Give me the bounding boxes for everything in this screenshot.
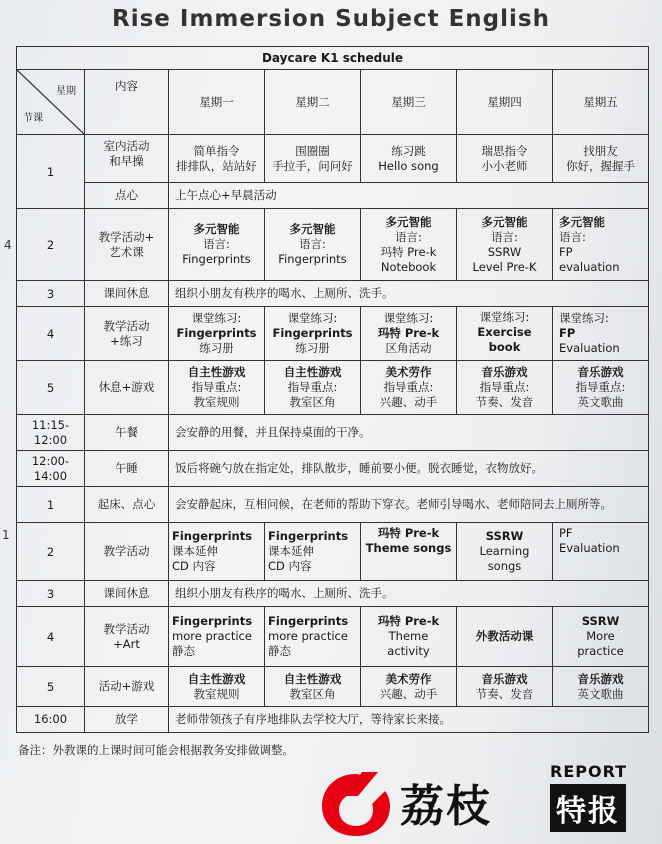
- cell-line: 课堂练习:: [191, 311, 242, 325]
- cell-line: practice: [577, 644, 624, 658]
- cell-line: 教室规则: [193, 686, 240, 701]
- day-header: 星期四: [457, 70, 553, 135]
- day-cell: [553, 607, 649, 667]
- cell-line: 多元智能: [289, 222, 336, 236]
- margin-mark: 1: [2, 528, 10, 542]
- cell-line: 课堂练习:: [479, 310, 530, 324]
- day-cell: [361, 361, 457, 415]
- period-cell: 4: [17, 307, 85, 361]
- content-header: 内容: [85, 70, 169, 135]
- content-cell: 课间休息: [85, 281, 169, 307]
- cell-line: 小小老师: [481, 158, 528, 173]
- cell-line: 简单指令: [193, 143, 240, 158]
- cell-line: 语言:: [491, 229, 518, 244]
- table-row: [17, 667, 649, 707]
- cell-line: 课堂练习:: [287, 311, 338, 325]
- cell-line: 区角活动: [385, 341, 432, 355]
- cell-line: Fingerprints: [268, 529, 349, 543]
- time-cell: 16:00: [17, 707, 85, 733]
- day-cell: [361, 667, 457, 707]
- day-header: 星期三: [361, 70, 457, 135]
- day-cell: [361, 523, 457, 581]
- day-cell: [169, 209, 265, 281]
- wide-cell: 饭后将碗勺放在指定处，排队散步，睡前要小便。脱衣睡觉，衣物放好。: [169, 451, 649, 487]
- period-cell: 2: [17, 209, 85, 281]
- cell-line: 兴趣、动手: [379, 686, 438, 701]
- cell-line: Evaluation: [559, 541, 620, 555]
- day-cell: [361, 307, 457, 361]
- content-line: 和早操: [109, 154, 144, 168]
- cell-line: 美术劳作: [385, 365, 432, 379]
- day-cell: [553, 209, 649, 281]
- content-line: 室内活动: [103, 139, 150, 153]
- day-cell: [457, 307, 553, 361]
- period-cell: 5: [17, 667, 85, 707]
- brand-report: REPORT: [550, 762, 628, 781]
- cell-line: SSRW: [485, 529, 524, 543]
- table-row: [17, 451, 649, 487]
- brand-name: 荔枝: [400, 781, 492, 832]
- content-cell: [85, 307, 169, 361]
- day-cell: [553, 307, 649, 361]
- cell-line: Fingerprints: [176, 326, 257, 340]
- cell-line: 多元智能: [481, 214, 528, 229]
- day-cell: 外教活动课: [457, 607, 553, 667]
- cell-line: 找朋友: [583, 143, 618, 158]
- day-header: 星期二: [265, 70, 361, 135]
- cell-line: 课堂练习:: [559, 311, 609, 325]
- period-cell: 4: [17, 607, 85, 667]
- day-cell: [265, 135, 361, 183]
- cell-line: Fingerprints: [268, 614, 349, 628]
- cell-line: 音乐游戏: [577, 365, 624, 379]
- content-line: +Art: [113, 636, 140, 651]
- cell-line: 静态: [172, 644, 195, 658]
- cell-line: 音乐游戏: [577, 671, 624, 686]
- footnote: 备注：外教课的上课时间可能会根据教务安排做调整。: [18, 743, 294, 757]
- cell-line: 教室规则: [193, 395, 240, 409]
- table-row: [17, 607, 649, 667]
- cell-line: 玛特 Pre-k: [377, 526, 440, 540]
- table-row: [17, 707, 649, 733]
- cell-line: 音乐游戏: [481, 365, 528, 379]
- period-cell: 1: [17, 487, 85, 523]
- margin-mark: 4: [4, 238, 12, 252]
- cell-line: 语言:: [299, 237, 326, 251]
- watermark-logo: [318, 760, 648, 840]
- cell-line: Learning: [479, 544, 530, 558]
- table-row: [17, 581, 649, 607]
- cell-line: 自主性游戏: [187, 365, 246, 379]
- cell-line: 多元智能: [559, 214, 605, 229]
- cell-line: SSRW: [487, 244, 522, 259]
- cell-line: 玛特 Pre-k: [377, 614, 440, 628]
- day-header: 星期一: [169, 70, 265, 135]
- cell-line: 瑞思指令: [481, 143, 528, 158]
- period-cell: 3: [17, 281, 85, 307]
- content-line: +练习: [110, 333, 143, 348]
- cell-line: 美术劳作: [385, 671, 432, 686]
- brand-badge: 特报: [550, 784, 626, 832]
- content-cell: 活动+游戏: [85, 667, 169, 707]
- cell-line: 指导重点:: [191, 380, 242, 394]
- content-cell: 课间休息: [85, 581, 169, 607]
- content-cell: 午餐: [85, 415, 169, 451]
- cell-line: evaluation: [559, 259, 620, 274]
- cell-line: activity: [387, 644, 430, 658]
- day-cell: [169, 667, 265, 707]
- table-row: [17, 183, 649, 209]
- cell-line: 课本延伸: [268, 544, 314, 558]
- day-cell: [457, 209, 553, 281]
- day-cell: [265, 361, 361, 415]
- table-row: [17, 209, 649, 281]
- cell-line: PF: [559, 526, 573, 540]
- cell-line: CD 内容: [268, 559, 312, 573]
- table-caption: Daycare K1 schedule: [17, 47, 649, 70]
- cell-line: 练习册: [199, 341, 234, 355]
- cell-line: 玛特 Pre-k: [377, 326, 440, 340]
- cell-line: 指导重点:: [383, 380, 434, 394]
- day-cell: [553, 361, 649, 415]
- content-line: 教学活动: [103, 318, 150, 333]
- cell-line: Fingerprints: [278, 252, 347, 266]
- day-cell: [265, 667, 361, 707]
- day-cell: [265, 209, 361, 281]
- day-cell: [169, 307, 265, 361]
- cell-line: 英文歌曲: [577, 395, 624, 409]
- period-label: 节课: [23, 113, 43, 124]
- page-title: Rise Immersion Subject English: [112, 6, 550, 32]
- cell-line: 练习跳: [391, 143, 426, 158]
- content-cell: [85, 209, 169, 281]
- day-cell: [457, 667, 553, 707]
- cell-line: 排排队，站站好: [176, 158, 257, 173]
- cell-line: CD 内容: [172, 559, 216, 573]
- cell-line: 指导重点:: [575, 380, 626, 394]
- cell-line: Fingerprints: [272, 326, 353, 340]
- day-cell: [265, 307, 361, 361]
- cell-line: 节奏、发音: [475, 686, 534, 701]
- day-cell: [361, 135, 457, 183]
- cell-line: 多元智能: [385, 214, 432, 229]
- period-cell: 1: [17, 135, 85, 209]
- content-cell: 放学: [85, 707, 169, 733]
- day-cell: [169, 361, 265, 415]
- wide-cell: 老师带领孩子有序地排队去学校大厅，等待家长来接。: [169, 707, 649, 733]
- period-cell: 5: [17, 361, 85, 415]
- day-cell: [553, 523, 649, 581]
- cell-line: 玛特 Pre-k: [380, 244, 437, 259]
- day-cell: [553, 135, 649, 183]
- content-line: 艺术课: [109, 244, 144, 259]
- day-cell: [457, 361, 553, 415]
- cell-line: 音乐游戏: [481, 671, 528, 686]
- cell-line: More: [586, 629, 615, 643]
- cell-line: Exercise book: [477, 325, 532, 354]
- cell-line: 自主性游戏: [283, 671, 342, 686]
- day-cell: [265, 523, 361, 581]
- cell-line: Level Pre-K: [472, 259, 537, 274]
- day-cell: [457, 135, 553, 183]
- cell-line: more practice: [172, 629, 252, 643]
- cell-line: 自主性游戏: [283, 365, 342, 379]
- table-row: [17, 135, 649, 183]
- content-cell: 教学活动: [85, 523, 169, 581]
- cell-line: 围圈圈: [295, 143, 330, 158]
- cell-line: Hello song: [378, 158, 439, 173]
- day-cell: [361, 607, 457, 667]
- cell-line: 语言:: [395, 229, 422, 244]
- table-row: [17, 415, 649, 451]
- content-cell: 点心: [85, 183, 169, 209]
- content-cell: 起床、点心: [85, 487, 169, 523]
- cell-line: Theme: [388, 629, 429, 643]
- time-cell: 12:00-14:00: [17, 451, 85, 487]
- cell-line: 课堂练习:: [383, 311, 434, 325]
- cell-line: 你好，握握手: [566, 158, 635, 173]
- cell-line: Fingerprints: [172, 614, 253, 628]
- content-cell: 休息+游戏: [85, 361, 169, 415]
- cell-line: 兴趣、动手: [379, 395, 438, 409]
- cell-line: Theme songs: [365, 541, 452, 555]
- schedule-table: [16, 46, 649, 733]
- cell-line: 英文歌曲: [577, 686, 624, 701]
- period-cell: 2: [17, 523, 85, 581]
- period-cell: 3: [17, 581, 85, 607]
- cell-line: SSRW: [581, 614, 620, 628]
- day-cell: [169, 523, 265, 581]
- snack-cell: 上午点心+早晨活动: [169, 183, 649, 209]
- cell-line: Evaluation: [559, 341, 620, 355]
- cell-line: 教室区角: [289, 686, 336, 701]
- content-line: 教学活动: [103, 621, 150, 636]
- header-corner: [17, 70, 85, 135]
- weekday-label: 星期: [56, 86, 76, 97]
- day-cell: [169, 607, 265, 667]
- cell-line: 练习册: [295, 341, 330, 355]
- cell-line: FP: [559, 326, 576, 340]
- content-cell: [85, 607, 169, 667]
- day-cell: [553, 667, 649, 707]
- table-row: [17, 361, 649, 415]
- day-cell: [265, 607, 361, 667]
- day-cell: [361, 209, 457, 281]
- content-cell: [85, 135, 169, 183]
- cell-line: Fingerprints: [182, 252, 251, 266]
- time-cell: 11:15-12:00: [17, 415, 85, 451]
- wide-cell: 会安静的用餐，并且保持桌面的干净。: [169, 415, 649, 451]
- cell-line: FP: [559, 244, 573, 259]
- cell-line: 多元智能: [193, 222, 240, 236]
- day-cell: [457, 523, 553, 581]
- cell-line: 节奏、发音: [475, 395, 534, 409]
- cell-line: songs: [487, 559, 522, 573]
- table-row: [17, 487, 649, 523]
- cell-line: 手拉手，问问好: [272, 158, 353, 173]
- lychee-logo-icon: [318, 770, 394, 838]
- cell-line: 自主性游戏: [187, 671, 246, 686]
- table-row: [17, 281, 649, 307]
- cell-line: Fingerprints: [172, 529, 253, 543]
- day-cell: [169, 135, 265, 183]
- table-header-row: [17, 70, 649, 135]
- cell-line: Notebook: [380, 259, 437, 274]
- cell-line: 语言:: [203, 237, 230, 251]
- cell-line: 指导重点:: [479, 380, 530, 394]
- cell-line: 语言:: [559, 229, 586, 244]
- cell-line: 课本延伸: [172, 544, 218, 558]
- cell-line: more practice: [268, 629, 348, 643]
- wide-cell: 组织小朋友有秩序的喝水、上厕所、洗手。: [169, 281, 649, 307]
- cell-line: 教室区角: [289, 395, 336, 409]
- cell-line: 指导重点:: [287, 380, 338, 394]
- table-row: [17, 523, 649, 581]
- day-header: 星期五: [553, 70, 649, 135]
- cell-line: 静态: [268, 644, 291, 658]
- table-row: [17, 307, 649, 361]
- content-cell: 午睡: [85, 451, 169, 487]
- content-line: 教学活动+: [98, 229, 155, 244]
- wide-cell: 会安静起床，互相问候，在老师的帮助下穿衣。老师引导喝水、老师陪同去上厕所等。: [169, 487, 649, 523]
- wide-cell: 组织小朋友有秩序的喝水、上厕所、洗手。: [169, 581, 649, 607]
